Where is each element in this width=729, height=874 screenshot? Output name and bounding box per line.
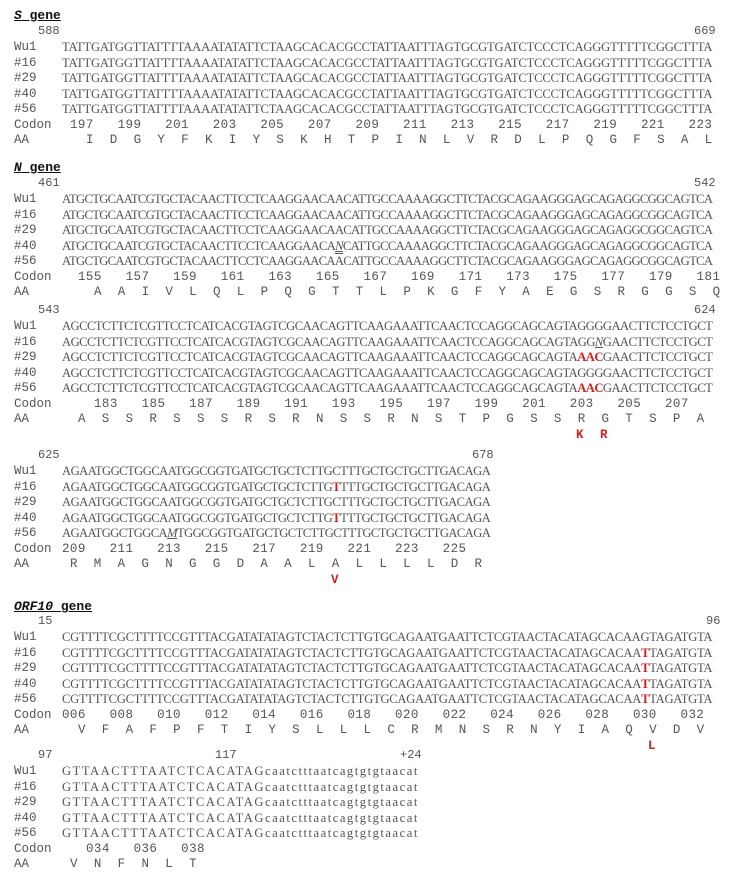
- codon-numbers: 183 185 187 189 191 193 195 197 199 201 203 205 207: [94, 396, 689, 411]
- ambiguous-base: N: [335, 238, 343, 253]
- amino-acids: V F A F P F T I Y S L L L C R M N S R N Y I A Q V D V: [78, 723, 705, 737]
- codon-label: Codon: [14, 541, 52, 556]
- sample-label: #16: [14, 55, 37, 70]
- aa-label: AA: [14, 285, 30, 299]
- end-position: 669: [694, 24, 716, 38]
- sequence: CGTTTTCGCTTTTCCGTTTACGATATATAGTCTACTCTTGTGCAGAATGAATTCTCGTAACTACATAGCACAATTAGATGTA: [62, 645, 713, 660]
- codon-label: Codon: [14, 117, 52, 132]
- start-position: 461: [38, 176, 60, 190]
- sample-label: #40: [14, 676, 37, 691]
- aa-label: AA: [14, 557, 30, 571]
- aa-label: AA: [14, 133, 30, 147]
- aa-label: AA: [14, 857, 30, 871]
- sample-label: #56: [14, 254, 37, 268]
- start-position: 625: [38, 448, 60, 462]
- sample-label: #29: [14, 661, 37, 675]
- sample-label: #40: [14, 365, 37, 380]
- codon-numbers: 155 157 159 161 163 165 167 169 171 173 175 177 179 181: [78, 269, 721, 284]
- end-position: 542: [694, 176, 716, 190]
- sequence: ATGCTGCAATCGTGCTACAACTTCCTCAAGGAACAACATTGCCAAAAGGCTTCTACGCAGAAGGGAGCAGAGGCGGCAGTCA: [62, 223, 713, 237]
- amino-acid-substitution: L: [648, 738, 656, 753]
- sequence: AGCCTCTTCTCGTTCCTCATCACGTAGTCGCAACAGTTCAAGAAATTCAACTCCAGGCAGCAGTAGGNGAACTTCTCCTGCT: [62, 334, 713, 349]
- sample-label: #16: [14, 779, 37, 794]
- mid-position: 117: [215, 748, 237, 762]
- sequence: AGAATGGCTGGCAATGGCGGTGATGCTGCTCTTGTTTTGCTGCTGCTTGACAGA: [62, 479, 491, 494]
- end-position: 678: [472, 448, 494, 462]
- sample-label: #40: [14, 86, 37, 101]
- sample-label: #56: [14, 102, 37, 116]
- aa-label: AA: [14, 412, 30, 426]
- sample-label: #16: [14, 207, 37, 222]
- mutation-base: T: [332, 510, 341, 525]
- sample-label: #29: [14, 495, 37, 509]
- sequence: AGAATGGCTGGCAATGGCGGTGATGCTGCTCTTGTTTTGCTGCTGCTTGACAGA: [62, 510, 491, 525]
- aa-label: AA: [14, 723, 30, 737]
- sample-label: #29: [14, 71, 37, 85]
- sample-label: Wu1: [14, 319, 37, 333]
- sequence: ATGCTGCAATCGTGCTACAACTTCCTCAAGGAACANCATTGCCAAAAGGCTTCTACGCAGAAGGGAGCAGAGGCGGCAGTCA: [62, 238, 713, 253]
- sequence: TATTGATGGTTATTTTAAAATATATTCTAAGCACACGCCTATTAATTTAGTGCGTGATCTCCCTCAGGGTTTTTCGGCTTTA: [62, 86, 713, 101]
- sample-label: Wu1: [14, 630, 37, 644]
- sequence: AGAATGGCTGGCAATGGCGGTGATGCTGCTCTTGCTTTGCTGCTGCTTGACAGA: [62, 464, 491, 478]
- end-position: 96: [706, 614, 721, 628]
- sequence: CGTTTTCGCTTTTCCGTTTACGATATATAGTCTACTCTTGTGCAGAATGAATTCTCGTAACTACATAGCACAATTAGATGTA: [62, 676, 713, 691]
- codon-numbers: 209 211 213 215 217 219 221 223 225: [62, 541, 467, 556]
- sequence: $ATGCTGCAATCGTGCTACAACTTCCTCAAGGAACA\overline{A}CATTGCCAAAAGGCTTCTACGCAGAAGGGAGCAGAGGCGGCAGTCA$: [62, 254, 713, 268]
- sequence: ATGCTGCAATCGTGCTACAACTTCCTCAAGGAACAACATTGCCAAAAGGCTTCTACGCAGAAGGGAGCAGAGGCGGCAGTCA: [62, 192, 713, 206]
- sequence: CGTTTTCGCTTTTCCGTTTACGATATATAGTCTACTCTTGTGCAGAATGAATTCTCGTAACTACATAGCACAATTAGATGTA: [62, 692, 713, 706]
- sequence: TATTGATGGTTATTTTAAAATATATTCTAAGCACACGCCTATTAATTTAGTGCGTGATCTCCCTCAGGGTTTTTCGGCTTTA: [62, 71, 713, 85]
- sample-label: #40: [14, 238, 37, 253]
- sample-label: Wu1: [14, 464, 37, 478]
- sample-label: Wu1: [14, 764, 37, 778]
- sequence: GTTAACTTTAATCTCACATAGcaatctttaatcagtgtgtaacat: [62, 779, 419, 794]
- sequence: CGTTTTCGCTTTTCCGTTTACGATATATAGTCTACTCTTGTGCAGAATGAATTCTCGTAACTACATAGCACAAGTAGATGTA: [62, 630, 713, 644]
- mutation-base: T: [332, 479, 341, 494]
- sequence: ATGCTGCAATCGTGCTACAACTTCCTCAAGGAACAACATTGCCAAAAGGCTTCTACGCAGAAGGGAGCAGAGGCGGCAGTCA: [62, 207, 713, 222]
- amino-acids: A S S R S S S R S R N S S R N S T P G S S R G T S P A: [78, 412, 705, 426]
- sample-label: #29: [14, 223, 37, 237]
- sequence: TATTGATGGTTATTTTAAAATATATTCTAAGCACACGCCTATTAATTTAGTGCGTGATCTCCCTCAGGGTTTTTCGGCTTTA: [62, 55, 713, 70]
- mutation-base: AAC: [577, 350, 603, 364]
- sequence: TATTGATGGTTATTTTAAAATATATTCTAAGCACACGCCTATTAATTTAGTGCGTGATCTCCCTCAGGGTTTTTCGGCTTTA: [62, 40, 713, 54]
- codon-label: Codon: [14, 707, 52, 722]
- gene-name: S: [14, 8, 22, 23]
- codon-numbers: 006 008 010 012 014 016 018 020 022 024 026 028 030 032: [62, 707, 705, 722]
- ambiguous-base: N: [594, 334, 603, 349]
- start-position: 97: [38, 748, 53, 762]
- mutation-base: T: [641, 661, 650, 675]
- codon-label: Codon: [14, 269, 52, 284]
- codon-label: Codon: [14, 396, 52, 411]
- amino-acid-substitution: R: [600, 427, 608, 442]
- sequence: AGAATGGCTGGCAATGGCGGTGATGCTGCTCTTGCTTTGCTGCTGCTTGACAGA: [62, 495, 491, 509]
- sample-label: Wu1: [14, 192, 37, 206]
- gene-title: S gene: [14, 8, 61, 23]
- sequence: AGCCTCTTCTCGTTCCTCATCACGTAGTCGCAACAGTTCAAGAAATTCAACTCCAGGCAGCAGTAGGGGAACTTCTCCTGCT: [62, 365, 713, 380]
- amino-acids: I D G Y F K I Y S K H T P I N L V R D L P Q G F S A L: [86, 133, 713, 147]
- start-position: 588: [38, 24, 60, 38]
- amino-acids: R M A G N G G D A A L A L L L L D R: [70, 557, 483, 571]
- amino-acids: A A I V L Q L P Q G T T L P K G F Y A E G S R G G S Q: [94, 285, 721, 299]
- sequence: AGAATGGCTGGCAMTGGCGGTGATGCTGCTCTTGCTTTGCTGCTGCTTGACAGA: [62, 526, 491, 540]
- ambiguous-base: $\overline{A}$: [334, 254, 344, 268]
- sample-label: Wu1: [14, 40, 37, 54]
- sample-label: #56: [14, 692, 37, 706]
- sample-label: #29: [14, 795, 37, 809]
- start-position: 543: [38, 303, 60, 317]
- sequence: GTTAACTTTAATCTCACATAGcaatctttaatcagtgtgtaacat: [62, 826, 419, 840]
- amino-acid-substitution: K: [576, 427, 584, 442]
- sample-label: #56: [14, 526, 37, 540]
- sample-label: #56: [14, 381, 37, 395]
- sequence: GTTAACTTTAATCTCACATAGcaatctttaatcagtgtgtaacat: [62, 764, 419, 778]
- sequence: GTTAACTTTAATCTCACATAGcaatctttaatcagtgtgtaacat: [62, 810, 419, 825]
- ambiguous-base: M: [167, 526, 177, 540]
- sample-label: #16: [14, 479, 37, 494]
- sample-label: #16: [14, 334, 37, 349]
- amino-acids: V N F N L T: [70, 857, 198, 871]
- codon-numbers: 197 199 201 203 205 207 209 211 213 215 217 219 221 223: [70, 117, 713, 132]
- mutation-base: T: [641, 676, 650, 691]
- sequence: AGCCTCTTCTCGTTCCTCATCACGTAGTCGCAACAGTTCAAGAAATTCAACTCCAGGCAGCAGTAAACGAACTTCTCCTGCT: [62, 381, 713, 395]
- gene-title: ORF10 gene: [14, 599, 93, 614]
- sequence: TATTGATGGTTATTTTAAAATATATTCTAAGCACACGCCTATTAATTTAGTGCGTGATCTCCCTCAGGGTTTTTCGGCTTTA: [62, 102, 713, 116]
- codon-label: Codon: [14, 841, 52, 856]
- mutation-base: AAC: [577, 381, 603, 395]
- sample-label: #40: [14, 510, 37, 525]
- gene-title: N gene: [14, 160, 61, 175]
- sequence: AGCCTCTTCTCGTTCCTCATCACGTAGTCGCAACAGTTCAAGAAATTCAACTCCAGGCAGCAGTAGGGGAACTTCTCCTGCT: [62, 319, 713, 333]
- gene-name: N: [14, 160, 22, 175]
- mutation-base: T: [641, 692, 650, 706]
- end-position: 624: [694, 303, 716, 317]
- start-position: 15: [38, 614, 53, 628]
- sample-label: #40: [14, 810, 37, 825]
- sample-label: #16: [14, 645, 37, 660]
- sample-label: #29: [14, 350, 37, 364]
- codon-numbers: 034 036 038: [86, 841, 205, 856]
- sequence: GTTAACTTTAATCTCACATAGcaatctttaatcagtgtgtaacat: [62, 795, 419, 809]
- gene-name: ORF10: [14, 599, 54, 614]
- amino-acid-substitution: V: [331, 572, 339, 587]
- sequence: CGTTTTCGCTTTTCCGTTTACGATATATAGTCTACTCTTGTGCAGAATGAATTCTCGTAACTACATAGCACAATTAGATGTA: [62, 661, 713, 675]
- end-position: +24: [400, 748, 422, 762]
- sample-label: #56: [14, 826, 37, 840]
- sequence: AGCCTCTTCTCGTTCCTCATCACGTAGTCGCAACAGTTCAAGAAATTCAACTCCAGGCAGCAGTAAACGAACTTCTCCTGCT: [62, 350, 713, 364]
- mutation-base: T: [641, 645, 650, 660]
